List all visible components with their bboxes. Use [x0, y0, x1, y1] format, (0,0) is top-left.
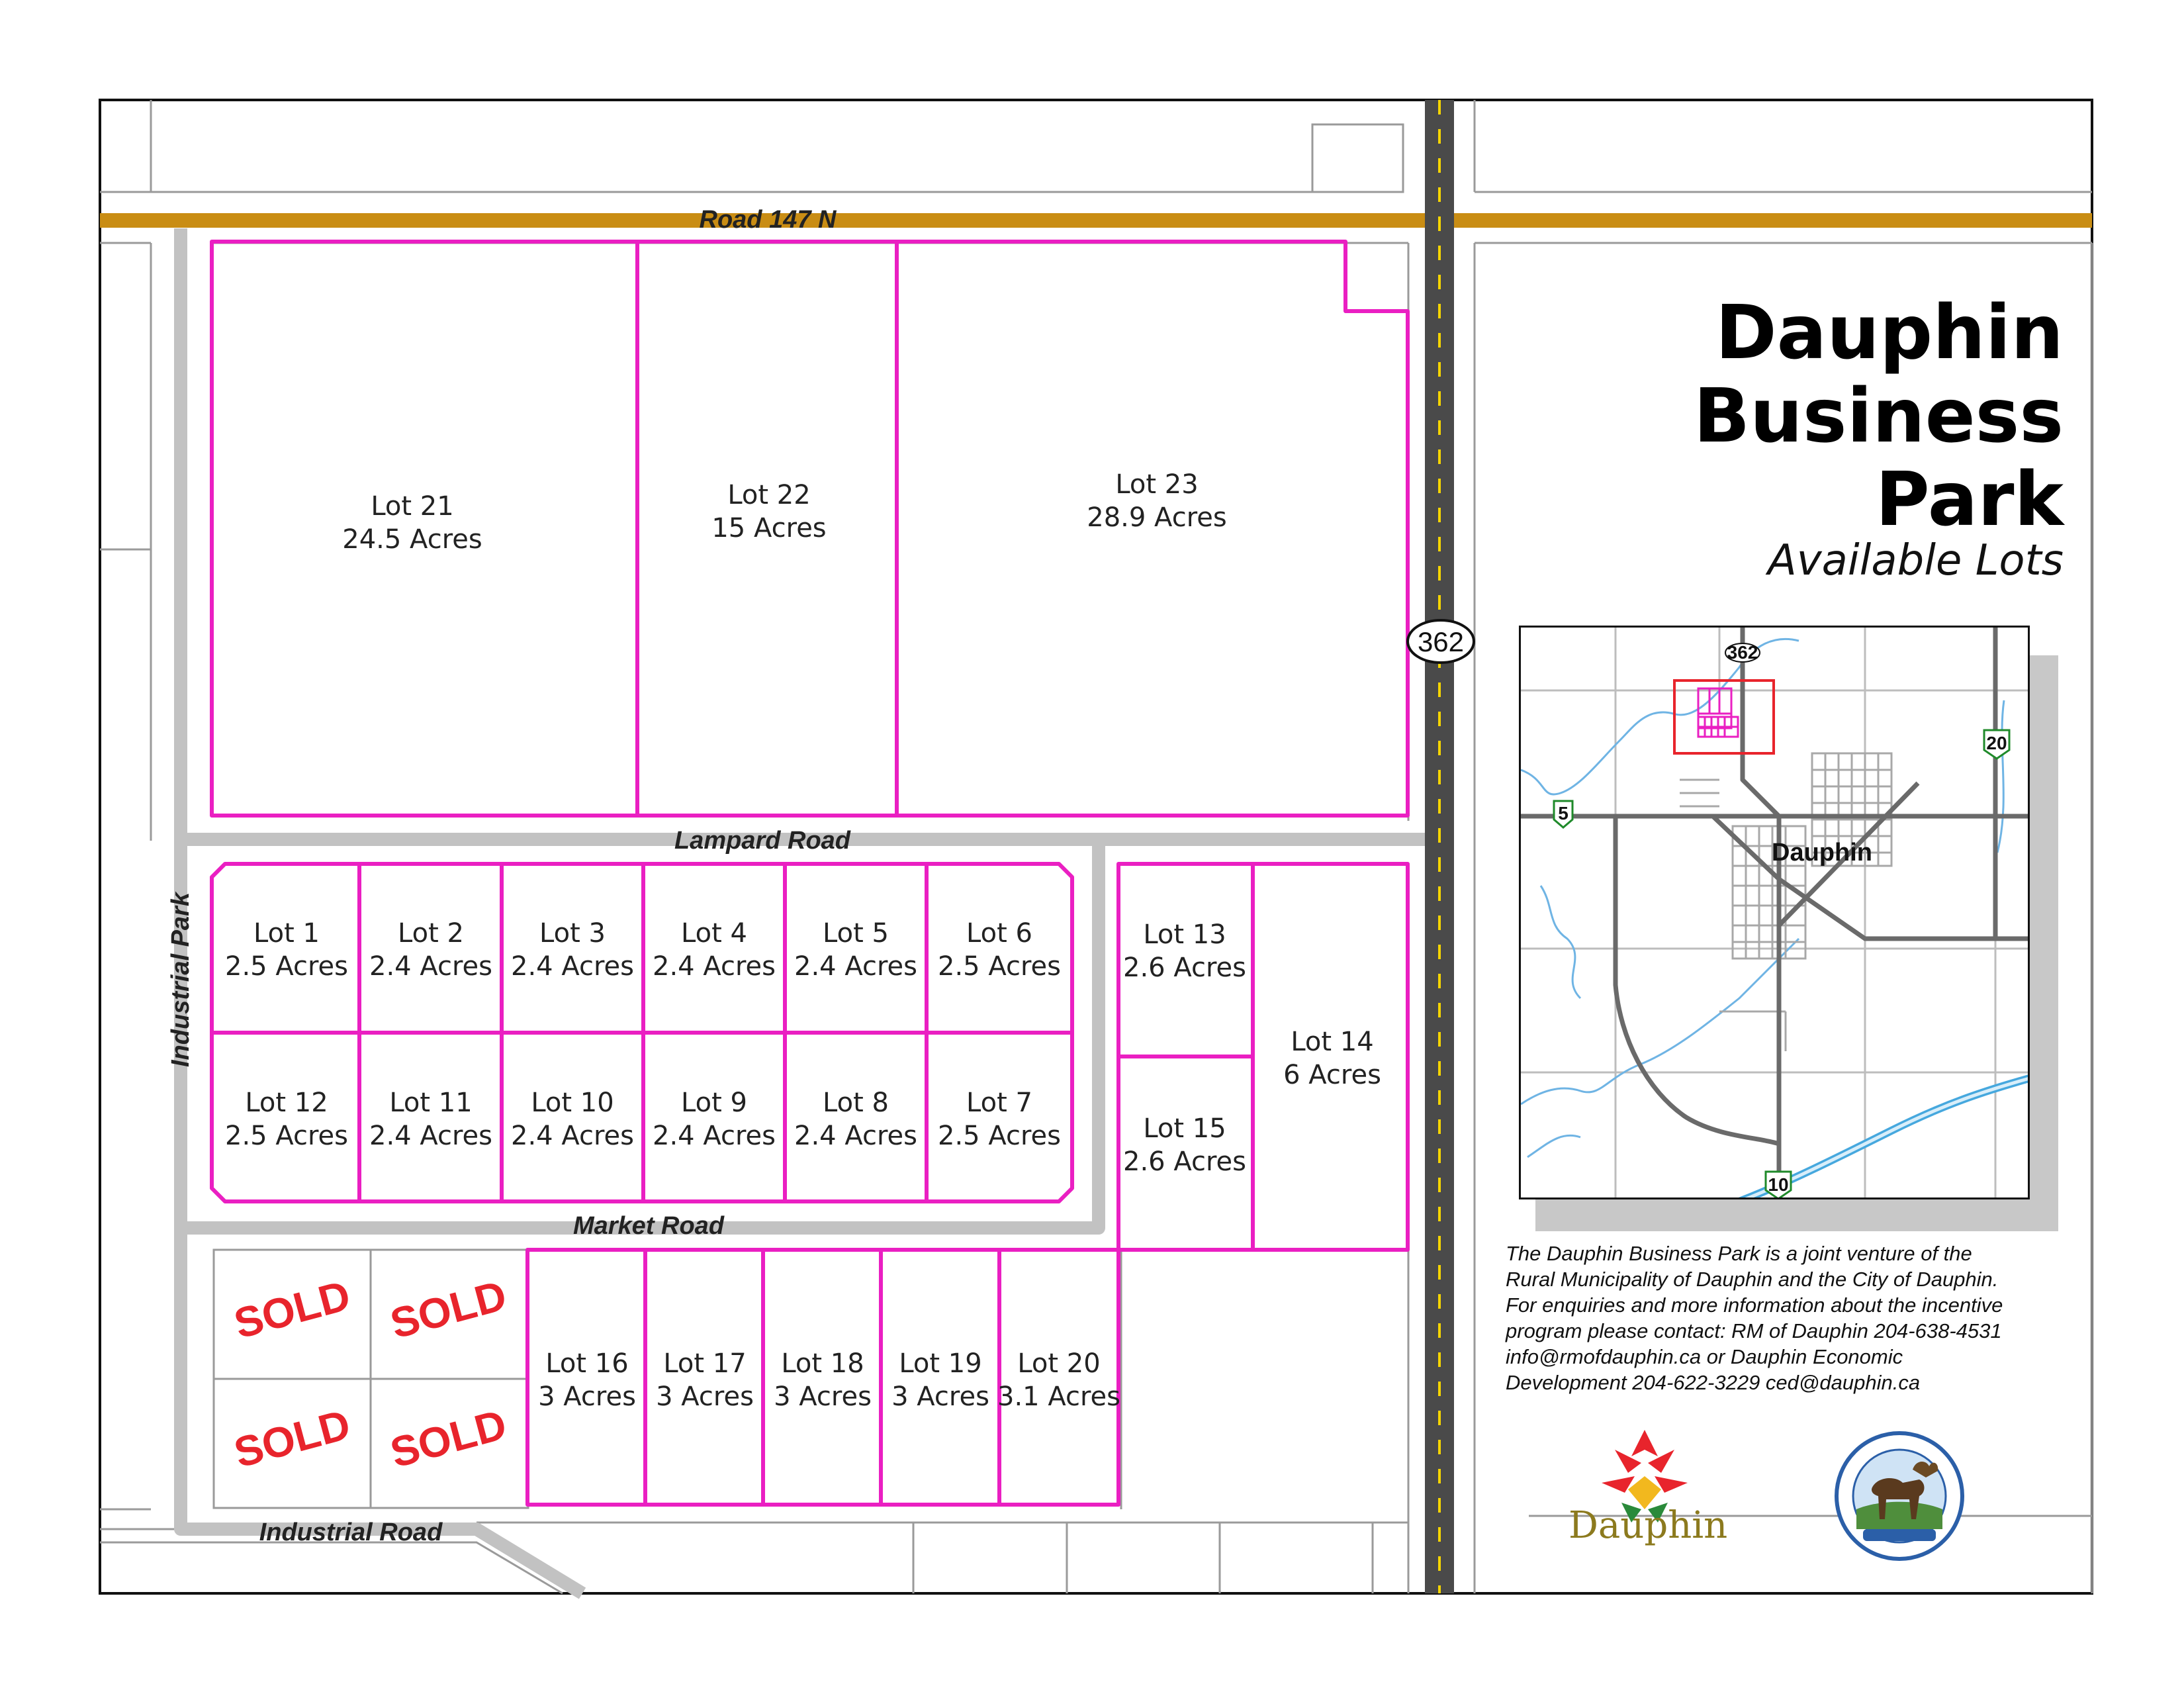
lot-name: Lot 11 [389, 1088, 473, 1118]
city-logo-text: Dauphin [1569, 1504, 1728, 1547]
lot-area: 3 Acres [891, 1382, 989, 1412]
road-147-n [100, 213, 2092, 228]
town-label: Dauphin [1772, 839, 1872, 867]
lot-area: 28.9 Acres [1087, 502, 1227, 533]
shield-20 [1984, 730, 2009, 759]
lot-area: 24.5 Acres [342, 524, 482, 555]
lot-name: Lot 7 [966, 1088, 1032, 1118]
lot-name: Lot 15 [1143, 1113, 1226, 1144]
svg-text:10: 10 [1768, 1174, 1789, 1195]
info-line: program please contact: RM of Dauphin 204-638-4531 [1506, 1319, 2002, 1342]
sold-stamp: SOLD [385, 1400, 512, 1477]
industrial-park-label: Industrial Park [167, 892, 195, 1067]
shield-5 [1554, 801, 1572, 827]
lot-area: 3 Acres [538, 1382, 636, 1412]
sold-stamp: SOLD [229, 1271, 355, 1348]
lot-area: 15 Acres [711, 513, 827, 543]
lot-name: Lot 18 [781, 1348, 864, 1379]
lot-area: 2.4 Acres [653, 951, 776, 982]
info-line: info@rmofdauphin.ca or Dauphin Economic [1506, 1345, 1903, 1368]
lot-name: Lot 19 [899, 1348, 982, 1379]
svg-text:362: 362 [1727, 642, 1758, 663]
lot-area: 2.5 Acres [225, 1121, 348, 1151]
info-line: The Dauphin Business Park is a joint venture of the [1506, 1242, 1972, 1265]
lot-area: 3 Acres [656, 1382, 754, 1412]
market-road-label: Market Road [572, 1212, 725, 1240]
shield-362 [1725, 642, 1760, 663]
lot-name: Lot 17 [663, 1348, 747, 1379]
info-line: Rural Municipality of Dauphin and the City of Dauphin. [1506, 1268, 1999, 1291]
lot-area: 2.5 Acres [938, 1121, 1061, 1151]
highway-362-shield [1408, 620, 1474, 663]
lot-name: Lot 5 [823, 918, 889, 949]
title-line: Business [1693, 373, 2064, 459]
contact-info [1506, 1241, 2075, 1395]
highway-362 [1425, 100, 1454, 1593]
sold-stamp: SOLD [229, 1400, 355, 1477]
rm-of-dauphin-seal [1833, 1430, 1966, 1562]
lot-area: 2.4 Acres [511, 1121, 634, 1151]
lot-name: Lot 1 [253, 918, 320, 949]
info-line: For enquiries and more information about the incentive [1506, 1293, 2003, 1317]
lot-name: Lot 20 [1017, 1348, 1101, 1379]
svg-text:362: 362 [1417, 626, 1465, 657]
lot-name: Lot 16 [545, 1348, 629, 1379]
lot-name: Lot 9 [681, 1088, 747, 1118]
inset-map [1519, 626, 2030, 1199]
title-line: Park [1875, 457, 2064, 543]
title-line: Dauphin [1715, 290, 2064, 376]
svg-text:5: 5 [1558, 803, 1569, 823]
lot-area: 2.4 Acres [653, 1121, 776, 1151]
lot-area: 6 Acres [1283, 1060, 1381, 1090]
lot-name: Lot 3 [539, 918, 606, 949]
lot-area: 3 Acres [774, 1382, 872, 1412]
lot-area: 2.4 Acres [369, 1121, 492, 1151]
lot-name: Lot 8 [823, 1088, 889, 1118]
lot-name: Lot 23 [1115, 469, 1199, 500]
lot-name: Lot 10 [531, 1088, 614, 1118]
lot-name: Lot 13 [1143, 919, 1226, 950]
lot-name: Lot 6 [966, 918, 1032, 949]
inset-map-graphic [1521, 628, 2030, 1199]
lot-name: Lot 2 [398, 918, 464, 949]
map-title [1694, 291, 2064, 541]
lot-name: Lot 21 [371, 491, 454, 522]
lot-name: Lot 14 [1291, 1027, 1374, 1057]
lot-name: Lot 22 [727, 480, 811, 510]
lampard-road-label: Lampard Road [674, 827, 851, 855]
lot-area: 2.5 Acres [225, 951, 348, 982]
lot-name: Lot 4 [681, 918, 747, 949]
map-subtitle: Available Lots [1767, 536, 2064, 585]
lot-area: 3.1 Acres [997, 1382, 1120, 1412]
industrial-road-label: Industrial Road [259, 1519, 443, 1546]
shield-10 [1766, 1172, 1791, 1199]
info-line: Development 204-622-3229 ced@dauphin.ca [1506, 1371, 1921, 1394]
lot-name: Lot 12 [245, 1088, 328, 1118]
lot-area: 2.6 Acres [1123, 953, 1246, 983]
lot-area: 2.4 Acres [369, 951, 492, 982]
lot-area: 2.4 Acres [794, 951, 917, 982]
lot-area: 2.6 Acres [1123, 1147, 1246, 1177]
sold-stamp: SOLD [385, 1271, 512, 1348]
road-147-label: Road 147 N [699, 206, 837, 234]
lot-area: 2.5 Acres [938, 951, 1061, 982]
lot-area: 2.4 Acres [794, 1121, 917, 1151]
lot-area: 2.4 Acres [511, 951, 634, 982]
svg-text:20: 20 [1986, 733, 2007, 753]
